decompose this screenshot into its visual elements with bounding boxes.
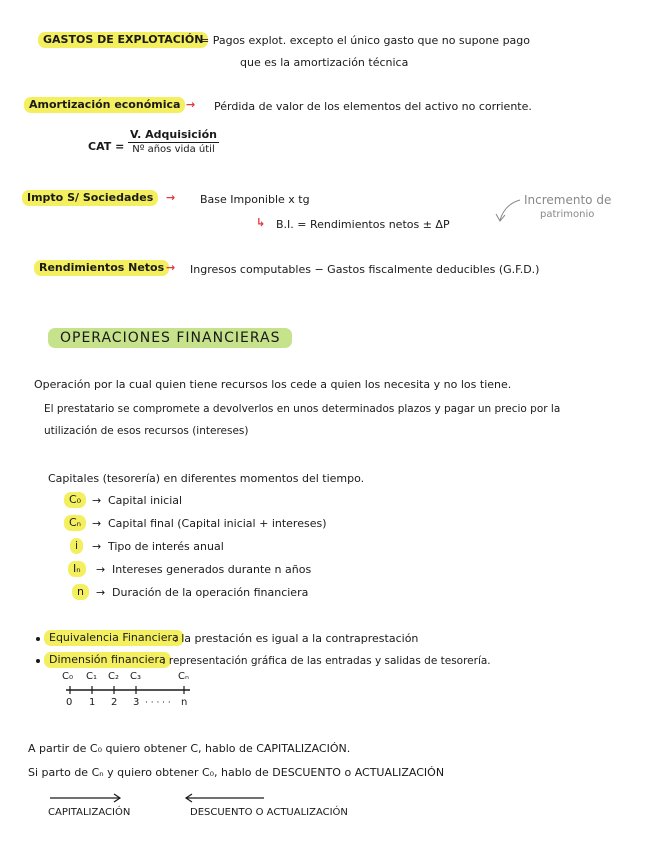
incremento-note-line2: patrimonio (540, 209, 595, 220)
gastos-definition-line2: que es la amortización técnica (240, 56, 409, 69)
timeline-label-cn: Cₙ (178, 671, 189, 682)
prestatario-line2: utilización de esos recursos (intereses) (44, 425, 249, 437)
timeline-label-c3: C₃ (130, 671, 141, 682)
rendimientos-definition: Ingresos computables − Gastos fiscalmente deducibles (G.F.D.) (190, 263, 540, 276)
amortizacion-definition: Pérdida de valor de los elementos del activo no corriente. (214, 100, 532, 113)
timeline-tick-2: 2 (111, 697, 118, 708)
timeline-label-c0: C₀ (62, 671, 73, 682)
capital-final-desc: Capital final (Capital inicial + intereses) (108, 517, 327, 530)
descuento-label: DESCUENTO O ACTUALIZACIÓN (190, 807, 348, 818)
operacion-intro: Operación por la cual quien tiene recursos los cede a quien los necesita y no los tiene. (34, 378, 512, 391)
incremento-note-line1: Incremento de (524, 193, 612, 207)
capital-inicial-desc: Capital inicial (108, 494, 183, 507)
timeline-tick-1: 1 (89, 697, 96, 708)
term-amortizacion: Amortización económica (24, 97, 185, 113)
cat-numerator: V. Adquisición (130, 128, 217, 141)
arrow-icon: → (92, 494, 102, 507)
term-gastos-explotacion: GASTOS DE EXPLOTACIÓN (38, 32, 208, 48)
capitalizacion-line2: Si parto de Cₙ y quiero obtener C₀, hablo de DESCUENTO o ACTUALIZACIÓN (28, 766, 445, 779)
impuesto-line1: Base Imponible x tg (200, 193, 310, 206)
symbol-in: Iₙ (68, 561, 86, 577)
hook-arrow-icon: ↳ (256, 216, 266, 229)
symbol-c0: C₀ (64, 492, 86, 508)
tipo-interes-desc: Tipo de interés anual (108, 540, 224, 553)
symbol-i: i (70, 538, 83, 554)
timeline-tick-3: 3 (133, 697, 140, 708)
arrow-icon: → (166, 261, 176, 274)
term-impuesto-sociedades: Impto S/ Sociedades (22, 190, 158, 206)
equivalencia-desc: : la prestación es igual a la contraprestación (174, 632, 419, 645)
term-rendimientos-netos: Rendimientos Netos (34, 260, 169, 276)
timeline-label-c2: C₂ (108, 671, 119, 682)
arrow-icon: → (96, 563, 106, 576)
duracion-desc: Duración de la operación financiera (112, 586, 309, 599)
term-dimension-financiera: Dimensión financiera (44, 652, 171, 668)
timeline-label-c1: C₁ (86, 671, 97, 682)
arrow-icon: → (92, 517, 102, 530)
gastos-definition-line1: = Pagos explot. excepto el único gasto que no supone pago (200, 34, 531, 47)
timeline-dots: · · · · · (145, 698, 171, 708)
cat-label: CAT = (88, 140, 125, 153)
arrow-icon: → (92, 540, 102, 553)
symbol-cn: Cₙ (64, 515, 86, 531)
impuesto-line2: B.I. = Rendimientos netos ± ΔP (276, 218, 450, 231)
intereses-desc: Intereses generados durante n años (112, 563, 312, 576)
dimension-desc: : representación gráfica de las entradas y salidas de tesorería. (162, 655, 491, 667)
symbol-n: n (72, 584, 89, 600)
capitalizacion-label: CAPITALIZACIÓN (48, 807, 131, 818)
prestatario-line1: El prestatario se compromete a devolverlos en unos determinados plazos y pagar un precio por la (44, 403, 561, 415)
timeline-tick-0: 0 (66, 697, 73, 708)
arrow-icon: → (166, 191, 176, 204)
arrow-icon: → (96, 586, 106, 599)
section-title: OPERACIONES FINANCIERAS (48, 328, 292, 348)
term-equivalencia-financiera: Equivalencia Financiera (44, 630, 184, 646)
arrow-icon: → (186, 98, 196, 111)
capitalizacion-line1: A partir de C₀ quiero obtener C, hablo de CAPITALIZACIÓN. (28, 742, 351, 755)
timeline-tick-n: n (181, 697, 188, 708)
cat-denominator: Nº años vida útil (132, 144, 215, 155)
capitales-heading: Capitales (tesorería) en diferentes momentos del tiempo. (48, 472, 365, 485)
